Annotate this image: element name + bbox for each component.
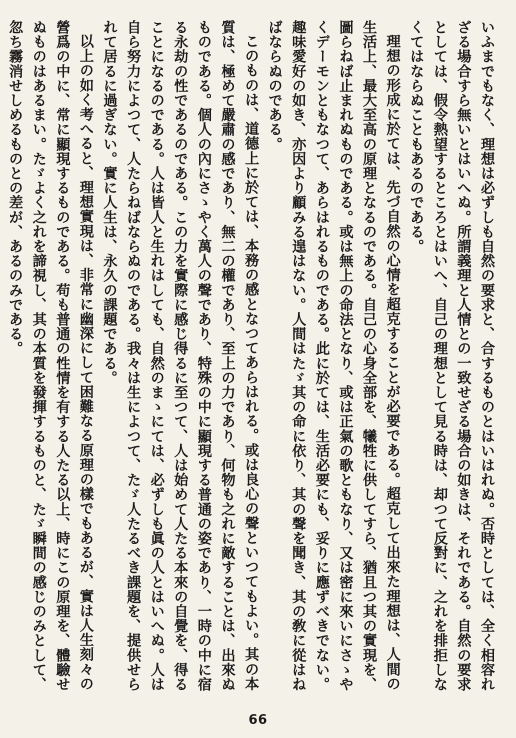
paragraph-2: 理想の形成に於ては、先づ自然の心情を超克することが必要である。超克して出來た理想は、人間の生活上、最大至高の原理となるのである。自己の心身全部を、犧牲に供してすら、猶且つ其の實現を、圖らねば止まれぬものである。或は無上の命法となり、或は正氣の歌ともなり、又は密に來いにさゝやくデーモンともなつて、あらはれるものである。此に於ては、生活必要にも、妥りに應ずべきでない。趣味愛好の如き、亦因より顧みる遑はない。人間はたゞ其の命に依り、其の聲を聞き、其の敎に從はねばならぬのである。 [266, 20, 401, 692]
paragraph-4: 以上の如く考へると、理想實現は、非常に幽深にして困難なる原理の樣でもあるが、實は人生刻々の營爲の中に、常に顯現するものである。苟も普通の性情を有する人たる以上、時にこの原理を、體驗せぬものはあるまい。たゞよく之れを諦視し、其の本質を發揮するものと、たゞ瞬間の感じのみとして、忽ち霧消せしめるものとの差が、あるのみである。 [7, 20, 94, 692]
page-number: 66 [248, 713, 268, 728]
paragraph-3: このものは、道德上に於ては、本務の感となつてあらはれる。或は良心の聲といつてもよい。其の本質は、極めて嚴肅の感であり、無二の權であり、至上の力であり、何物も之れに敵することは、出來ぬものである。個人の內にさゝやく萬人の聲であり、特殊の中に顯現する普通の姿であり、一時の中に宿る永劫の性であるのである。この力を實際に感じ得るに至つて、人は始めて人たる本來の自覺を、得ることになるのである。人は皆人と生れはしても、自然のまゝにては、必ずしも眞の人とはいへぬ。人は自ら努力によつて、人たらねばならぬのである。我々は生によつて、たゞ人たるべき課題を、提供せられて居るに過ぎない。實に人生は、永久の課題である。 [101, 20, 260, 692]
vertical-text-body [3, 20, 498, 692]
paragraph-1: いふまでもなく、理想は必ずしも自然の要求と、合するものとはいはれぬ。否時としては、全く相容れざる場合すら無いとはいへぬ。所謂義理と人情との一致せざる場合の如きは、それである。自然の要求としては、假令熱望するところとはいへ、自己の理想として見る時は、却つて反對に、之れを排拒しなくてはならぬこともあるのである。 [408, 20, 495, 692]
